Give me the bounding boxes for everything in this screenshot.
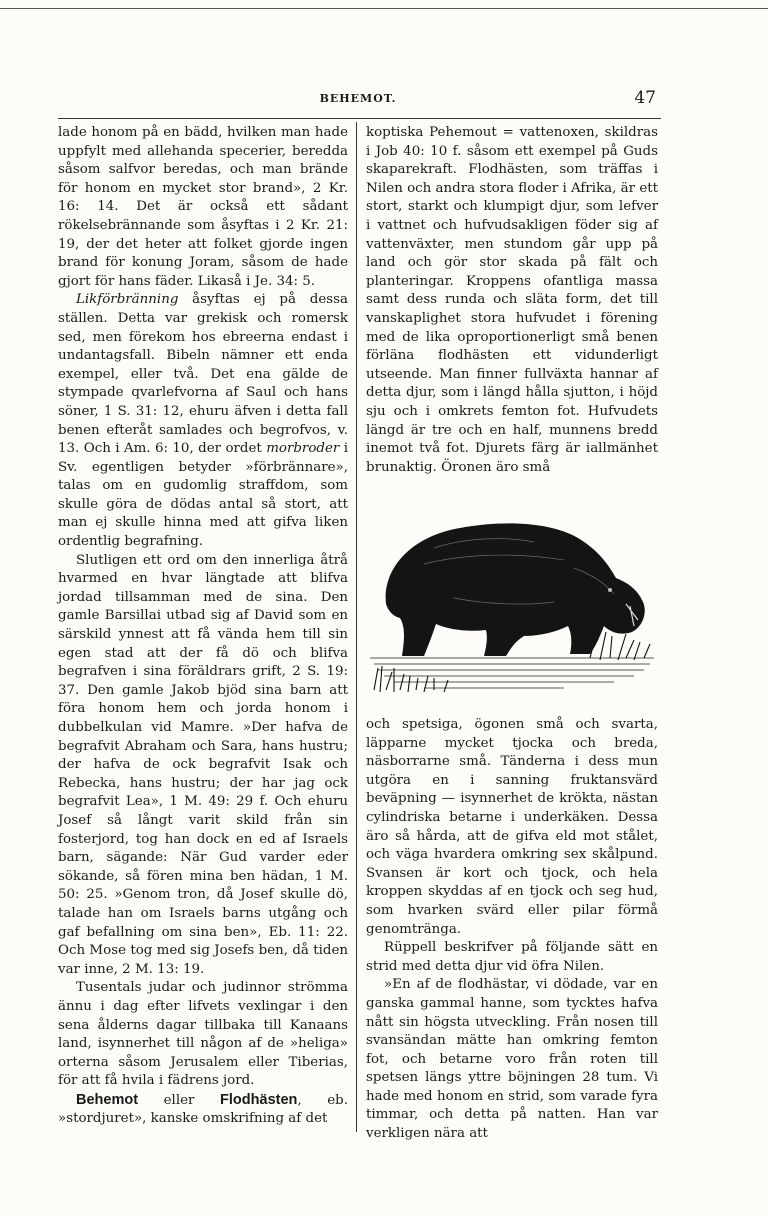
running-title: BEHEMOT.: [319, 92, 397, 105]
paragraph-text: i Sv. egentligen betyder »förbrännare», talas om en gudomlig straffdom, som skulle göra de dödas antal så stort, att man ej skulle hinna med att gifva liken ordentlig begrafning.: [58, 441, 348, 550]
hippopotamus-illustration: [364, 508, 660, 704]
paragraph: koptiska Pehemout = vattenoxen, skildras i Job 40: 10 f. såsom ett exempel på Guds skaparekraft. Flodhästen, som träffas i Nilen och andra stora floder i Afrika, är ett stort, starkt och klumpigt djur, som lefver i vattnet och hufvudsakligen föder sig af vattenväxter, men stundom går upp på land och gör stor skada på fält och planteringar. Kroppens ofantliga massa samt dess runda och släta form, det till vanskaplighet stora hufvudet i förening med de lika oproportionerligt små benen förläna flodhästen ett vidunderligt utseende. Man finner fullväxta hannar af detta djur, som i längd hålla sjutton, i höjd sju och i omkrets femton fot. Hufvudets längd är tre och en half, munnens bredd inemot två fot. Djurets färg är iallmänhet brunaktig. Öronen äro små: [366, 125, 659, 475]
hippo-body: [386, 523, 645, 656]
paragraph: [58, 1091, 348, 1129]
paragraph-text: eller: [138, 1092, 221, 1108]
column-divider: [356, 122, 357, 1132]
page-header: [58, 88, 658, 116]
header-rule: [58, 118, 661, 119]
hippo-eye: [608, 588, 612, 592]
paragraph: Slutligen ett ord om den innerliga åtrå hvarmed en hvar längtade att blifva jordad tillsamman med de sina. Den gamle Barsillai utbad sig af David som en särskild ynnest att få vända hem till sin egen stad att der få dö och blifva begrafven i sina föräldrars grift, 2 S. 19: 37. Den gamle Jakob bjöd sina barn att föra honom hem och jorda honom i dubbelkulan vid Mamre. »Der hafva de begrafvit Abraham och Sara, hans hustru; der hafva de ock begrafvit Isak och Rebecka, hans hustru; der har jag ock begrafvit Lea», 1 M. 49: 29 f. Och ehuru Josef så långt varit skild från sin fosterjord, tog han dock en ed af Israels barn, sägande: När Gud varder eder sökande, så fören mina ben hädan, 1 M. 50: 25. »Genom tron, då Josef skulle dö, talade han om Israels barns utgång och gaf befallning om sina ben», Eb. 11: 22. Och Mose tog med sig Josefs ben, då tiden var inne, 2 M. 13: 19.: [58, 552, 348, 977]
paragraph-text: åsyftas ej på dessa ställen. Detta var grekisk och romersk sed, men förekom hos ebreerna endast i undantagsfall. Bibeln nämner ett enda exempel, eller två. Det ena gälde de stympade qvarlefvorna af Saul och hans söner, 1 S. 31: 12, ehuru äfven i detta fall benen efteråt samlades och begrofvos, v. 13. Och i Am. 6: 10, der ordet: [58, 292, 348, 457]
paragraph: Tusentals judar och judinnor strömma ännu i dag efter lifvets vexlingar i den sena ålderns dagar tillbaka till Kanaans land, isynnerhet till någon af de »heliga» orterna såsom Jerusalem eller Tiberias, för att få hvila i fädrens jord.: [58, 980, 348, 1089]
paragraph: »En af de flodhästar, vi dödade, var en ganska gammal hanne, som tycktes hafva nått sin högsta utveckling. Från nosen till svansändan mätte han omkring femton fot, och betarne voro från roten till spetsen längs yttre böjningen 28 tum. Vi hade med honom en strid, som varade fyra timmar, och detta på natten. Han var verkligen nära att: [366, 977, 658, 1142]
italic-term: morbroder: [266, 441, 340, 457]
paragraph: lade honom på en bädd, hvilken man hade uppfylt med allehanda specerier, beredda såsom salfvor beredas, och man brände för honom en mycket stor brand», 2 Kr. 16: 14. Det är också ett sådant rökelsebrännande som åsyftas i 2 Kr. 21: 19, der det heter att folket gjorde ingen brand för konung Joram, såsom de hade gjort för hans fäder. Likaså i Je. 34: 5.: [58, 125, 348, 289]
paragraph: och spetsiga, ögonen små och svarta, läpparne mycket tjocka och breda, näsborrarne små. Tänderna i dess mun utgöra en i sanning fruktansvärd beväpning — isynnerhet de krökta, nästan cylindriska betarne i underkäken. Dessa äro så hårda, att de gifva eld mot stålet, och väga hvardera omkring sex skålpund. Svansen är kort och tjock, och hela kroppen skyddas af en tjock och seg hud, som hvarken svärd eller pilar förmå genomtränga.: [366, 717, 658, 937]
paragraph: Rüppell beskrifver på följande sätt en strid med detta djur vid öfra Nilen.: [366, 940, 658, 974]
left-column: [58, 124, 348, 1129]
right-column-bottom: [366, 716, 658, 1144]
water-hatching: [370, 658, 654, 688]
paragraph-text: , eb. »stordjuret», kanske omskrifning af det: [58, 1092, 348, 1127]
page-number: 47: [634, 88, 656, 108]
italic-term: Likförbränning: [76, 292, 179, 308]
paragraph: [58, 291, 348, 551]
entry-headword: Behemot: [76, 1091, 139, 1108]
top-edge-rule: [0, 8, 768, 9]
entry-headword: Flodhästen: [220, 1091, 298, 1108]
right-column-top: [366, 124, 658, 477]
